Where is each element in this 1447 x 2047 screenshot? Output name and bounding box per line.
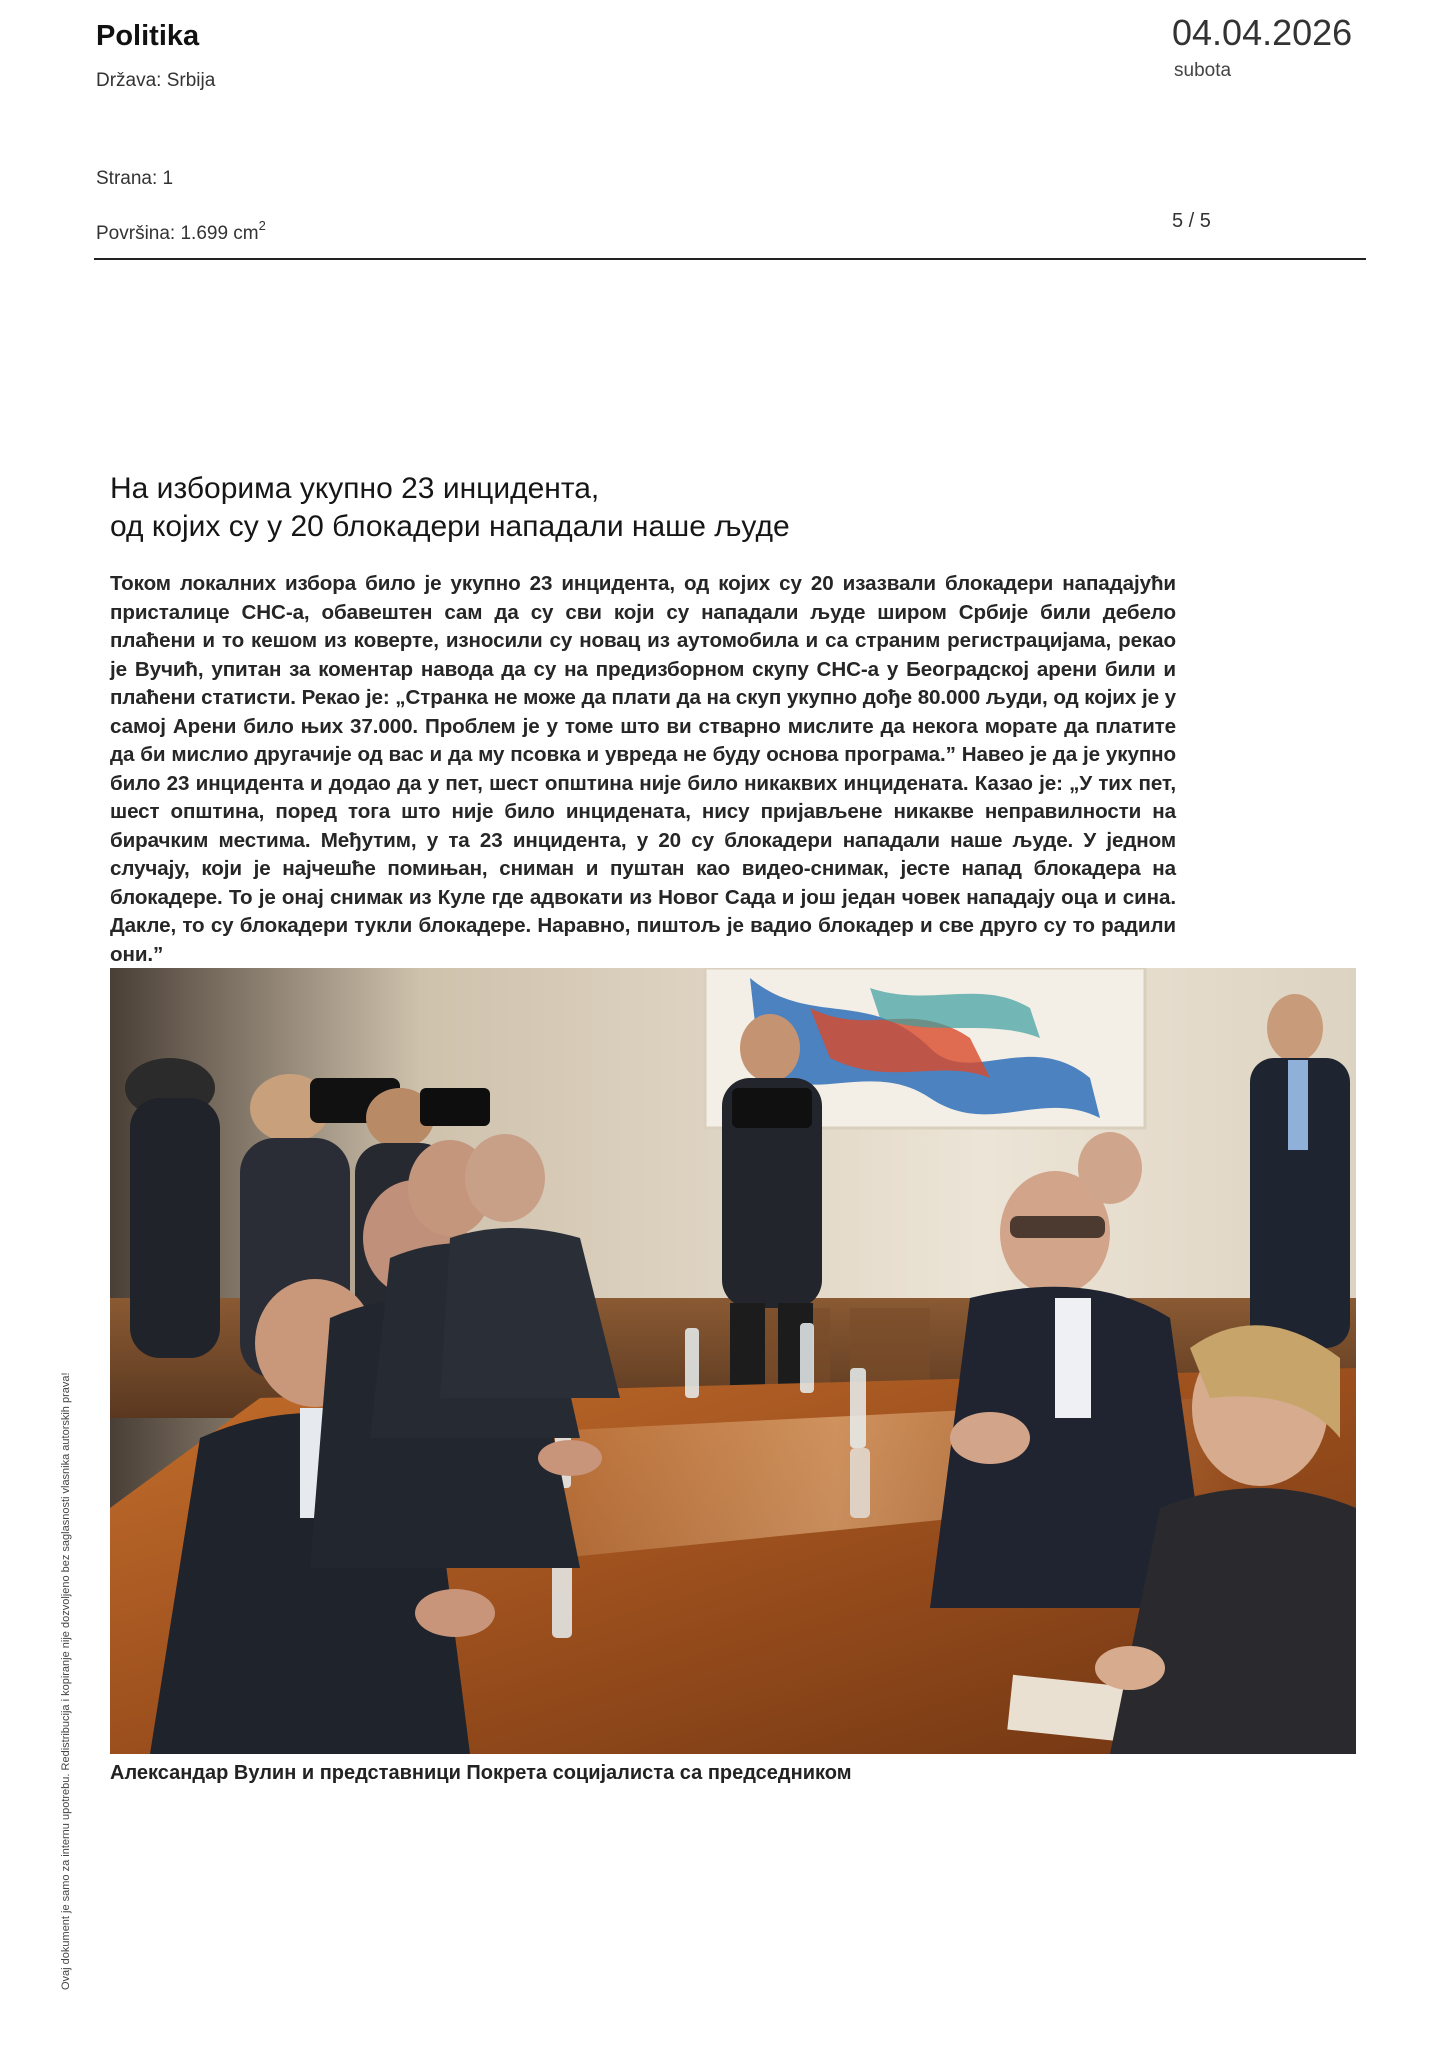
article-photo <box>110 968 1356 1754</box>
country-label: Država: Srbija <box>96 70 216 91</box>
photo-caption: Александар Вулин и представници Покрета социјалиста са председником <box>110 1762 852 1784</box>
issue-weekday: subota <box>1174 60 1232 81</box>
header-divider <box>94 258 1366 260</box>
area-label <box>96 218 266 245</box>
publication-name: Politika <box>96 20 200 52</box>
headline-line-2: од којих су у 20 блокадери нападали наше људе <box>110 510 790 543</box>
page-number: Strana: 1 <box>96 168 174 189</box>
page-count: 5 / 5 <box>1172 210 1211 232</box>
issue-date: 04.04.2026 <box>1172 12 1353 53</box>
headline-line-1: На изборима укупно 23 инцидента, <box>110 472 600 505</box>
area-value: Površina: 1.699 cm <box>96 223 259 244</box>
area-exponent: 2 <box>258 218 266 233</box>
article-body: Током локалних избора било је укупно 23 инцидента, од којих су 20 изазвали блокадери нападајући присталице СНС-а, обавештен сам да су сви који су нападали људе широм Србије били дебело плаћени и то кешом из коверте, износили су новац из аутомобила и са страним регистрацијама, рекао је Вучић, упитан за коментар навода да су на предизборном скупу СНС-а у Београдској арени били и плаћени статисти. Рекао је: „Странка не може да плати да на скуп укупно дође 80.000 људи, од којих је у самој Арени било њих 37.000. Проблем је у томе што ви стварно мислите да некога морате да платите да би мислио другачије од вас и да му псовка и увреда не буду основа програма.” Навео је да је укупно било 23 инцидента и додао да у пет, шест општина није било никаквих инцидената. Казао је: „У тих пет, шест општина, поред тога што није било инцидената, нису пријављене никакве неправилности на бирачким местима. Међутим, у та 23 инцидента, у 20 су блокадери нападали наше људе. У једном случају, који је најчешће помињан, сниман и пуштан као видео-снимак, јесте напад блокадера на блокадере. То је онај снимак из Куле где адвокати из Новог Сада и још један човек нападају оца и сина. Дакле, то су блокадери тукли блокадере. Наравно, пиштољ је вадио блокадер и све друго су то радили они.” <box>110 572 1176 966</box>
article-headline <box>110 470 1170 546</box>
copyright-side-note: Ovaj dokument je samo za internu upotrebu. Redistribucija i kopiranje nije dozvoljeno bez saglasnosti vlasnika autorskih prava! <box>60 1372 72 1990</box>
